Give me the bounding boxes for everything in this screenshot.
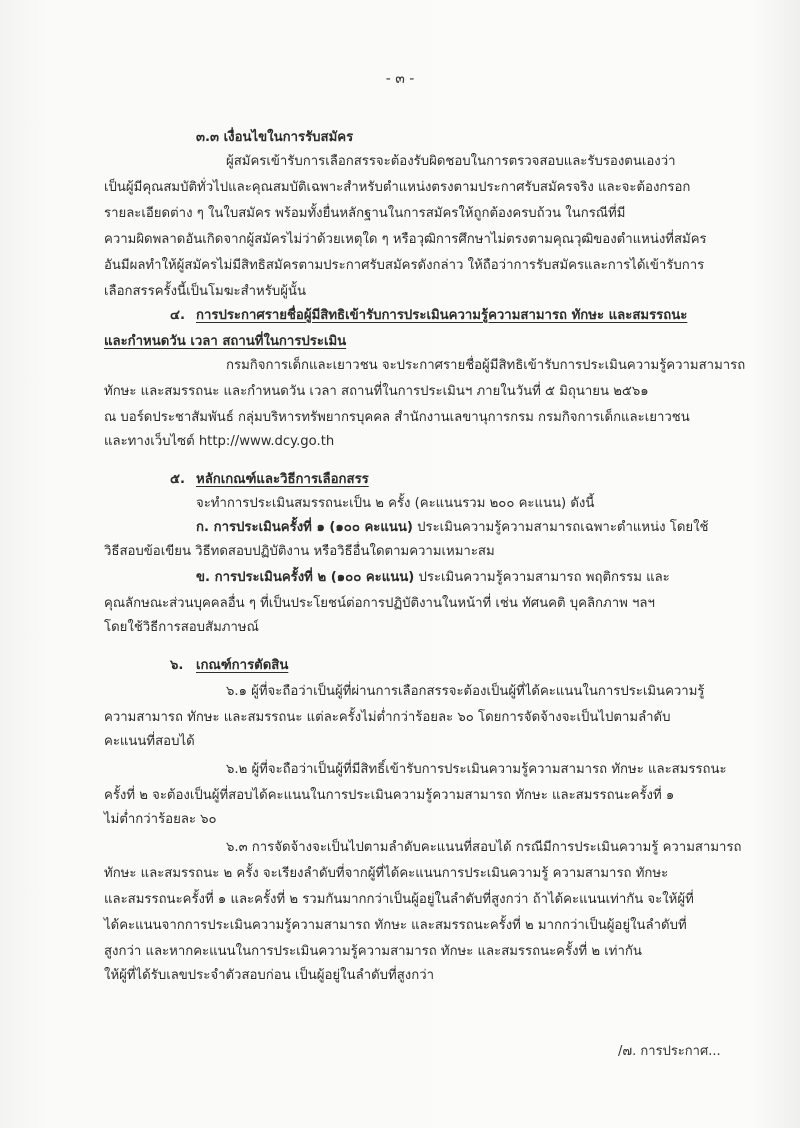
section-4-number: ๔. [170, 308, 185, 323]
item-6-3-line: ได้คะแนนจากการประเมินความรู้ความสามารถ ทักษะ และสมรรถนะครั้งที่ ๒ มากกว่าเป็นผู้อยู่ในลำดับที่ [104, 918, 687, 933]
section-4-heading-line2: และกำหนดวัน เวลา สถานที่ในการประเมิน [104, 334, 347, 349]
item-6-2-line: ๖.๒ ผู้ที่จะถือว่าเป็นผู้ที่มีสิทธิ์เข้ารับการประเมินความรู้ความสามารถ ทักษะ และสมรรถนะ [226, 762, 727, 777]
section-3-3-line: เลือกสรรครั้งนี้เป็นโมฆะสำหรับผู้นั้น [104, 284, 306, 299]
item-6-2-line: ไม่ต่ำกว่าร้อยละ ๖๐ [104, 812, 217, 827]
section-4-heading: การประกาศรายชื่อผู้มีสิทธิเข้ารับการประเมินความรู้ความสามารถ ทักษะ และสมรรถนะ [196, 308, 688, 323]
section-4-line: กรมกิจการเด็กและเยาวชน จะประกาศรายชื่อผู้มีสิทธิเข้ารับการประเมินความรู้ความสามารถ [226, 358, 746, 373]
section-3-3-line: อันมีผลทำให้ผู้สมัครไม่มีสิทธิสมัครตามประกาศรับสมัครดังกล่าว ให้ถือว่าการรับสมัครและการได้เข้ารับการ [104, 258, 705, 273]
section-4-line: ทักษะ และสมรรถนะ และกำหนดวัน เวลา สถานที่ในการประเมินฯ ภายในวันที่ ๕ มิถุนายน ๒๕๖๑ [104, 384, 649, 399]
item-6-2-line: ครั้งที่ ๒ จะต้องเป็นผู้ที่สอบได้คะแนนในการประเมินความรู้ความสามารถ ทักษะ และสมรรถนะครั้งที่ ๑ [104, 788, 675, 803]
section-5-item-b-line3: โดยใช้วิธีการสอบสัมภาษณ์ [104, 620, 259, 635]
section-3-3-line: เป็นผู้มีคุณสมบัติทั่วไปและคุณสมบัติเฉพาะสำหรับตำแหน่งตรงตามประกาศรับสมัครจริง และจะต้องกรอก [104, 180, 691, 195]
section-3-3-line: ความผิดพลาดอันเกิดจากผู้สมัครไม่ว่าด้วยเหตุใด ๆ หรือวุฒิการศึกษาไม่ตรงตามคุณวุฒิของตำแหน่งที่สมัคร [104, 232, 707, 247]
continuation-marker: /๗. การประกาศ... [618, 1044, 721, 1059]
item-a-label: ก. การประเมินครั้งที่ ๑ (๑๐๐ คะแนน) [196, 520, 413, 535]
section-3-3-line: รายละเอียดต่าง ๆ ในใบสมัคร พร้อมทั้งยื่นหลักฐานในการสมัครให้ถูกต้องครบถ้วน ในกรณีที่มี [104, 206, 626, 221]
item-6-3-line: สูงกว่า และหากคะแนนในการประเมินความรู้ความสามารถ ทักษะ และสมรรถนะครั้งที่ ๒ เท่ากัน [104, 944, 642, 959]
page-number: - ๓ - [385, 71, 415, 87]
section-5-heading: หลักเกณฑ์และวิธีการเลือกสรร [196, 472, 369, 487]
section-5-item-a [196, 518, 709, 538]
section-6-number: ๖. [170, 658, 184, 673]
section-3-3-heading: ๓.๓ เงื่อนไขในการรับสมัคร [196, 130, 354, 145]
item-6-3-line: ทักษะ และสมรรถนะ ๒ ครั้ง จะเรียงลำดับที่จากผู้ที่ได้คะแนนการประเมินความรู้ ความสามารถ ทักษะ [104, 866, 669, 881]
section-4-website-line: และทางเว็บไซต์ http://www.dcy.go.th [104, 434, 335, 449]
section-5-item-b-line2: คุณลักษณะส่วนบุคคลอื่น ๆ ที่เป็นประโยชน์ต่อการปฏิบัติงานในหน้าที่ เช่น ทัศนคติ บุคลิกภาพ ฯลฯ [104, 596, 655, 611]
section-5-number: ๕. [170, 472, 185, 487]
section-6-heading: เกณฑ์การตัดสิน [196, 658, 289, 673]
item-6-3-line: และสมรรถนะครั้งที่ ๑ และครั้งที่ ๒ รวมกันมากกว่าเป็นผู้อยู่ในลำดับที่สูงกว่า ถ้าได้คะแนนเท่ากัน จะให้ผู้ที่ [104, 892, 694, 907]
item-6-3-line: ๖.๓ การจัดจ้างจะเป็นไปตามลำดับคะแนนที่สอบได้ กรณีมีการประเมินความรู้ ความสามารถ [226, 840, 742, 855]
section-5-item-a-line2: วิธีสอบข้อเขียน วิธีทดสอบปฏิบัติงาน หรือวิธีอื่นใดตามความเหมาะสม [104, 544, 495, 559]
item-6-1-line: คะแนนที่สอบได้ [104, 734, 195, 749]
item-6-1-line: ความสามารถ ทักษะ และสมรรถนะ แต่ละครั้งไม่ต่ำกว่าร้อยละ ๖๐ โดยการจัดจ้างจะเป็นไปตามลำดับ [104, 710, 671, 725]
section-5-item-b [196, 568, 670, 588]
item-b-text: ประเมินความรู้ความสามารถ พฤติกรรม และ [414, 570, 670, 585]
item-6-3-line: ให้ผู้ที่ได้รับเลขประจำตัวสอบก่อน เป็นผู้อยู่ในลำดับที่สูงกว่า [104, 968, 435, 983]
section-5-intro: จะทำการประเมินสมรรถนะเป็น ๒ ครั้ง (คะแนนรวม ๒๐๐ คะแนน) ดังนี้ [196, 496, 595, 511]
item-6-1-line: ๖.๑ ผู้ที่จะถือว่าเป็นผู้ที่ผ่านการเลือกสรรจะต้องเป็นผู้ที่ได้คะแนนในการประเมินความรู้ [226, 684, 705, 699]
item-b-label: ข. การประเมินครั้งที่ ๒ (๑๐๐ คะแนน) [196, 570, 415, 585]
item-a-text: ประเมินความรู้ความสามารถเฉพาะตำแหน่ง โดยใช้ [412, 520, 709, 535]
section-3-3-line: ผู้สมัครเข้ารับการเลือกสรรจะต้องรับผิดชอบในการตรวจสอบและรับรองตนเองว่า [226, 154, 676, 169]
section-4-line: ณ บอร์ดประชาสัมพันธ์ กลุ่มบริหารทรัพยากรบุคคล สำนักงานเลขานุการกรม กรมกิจการเด็กและเยาวชน [104, 410, 690, 425]
